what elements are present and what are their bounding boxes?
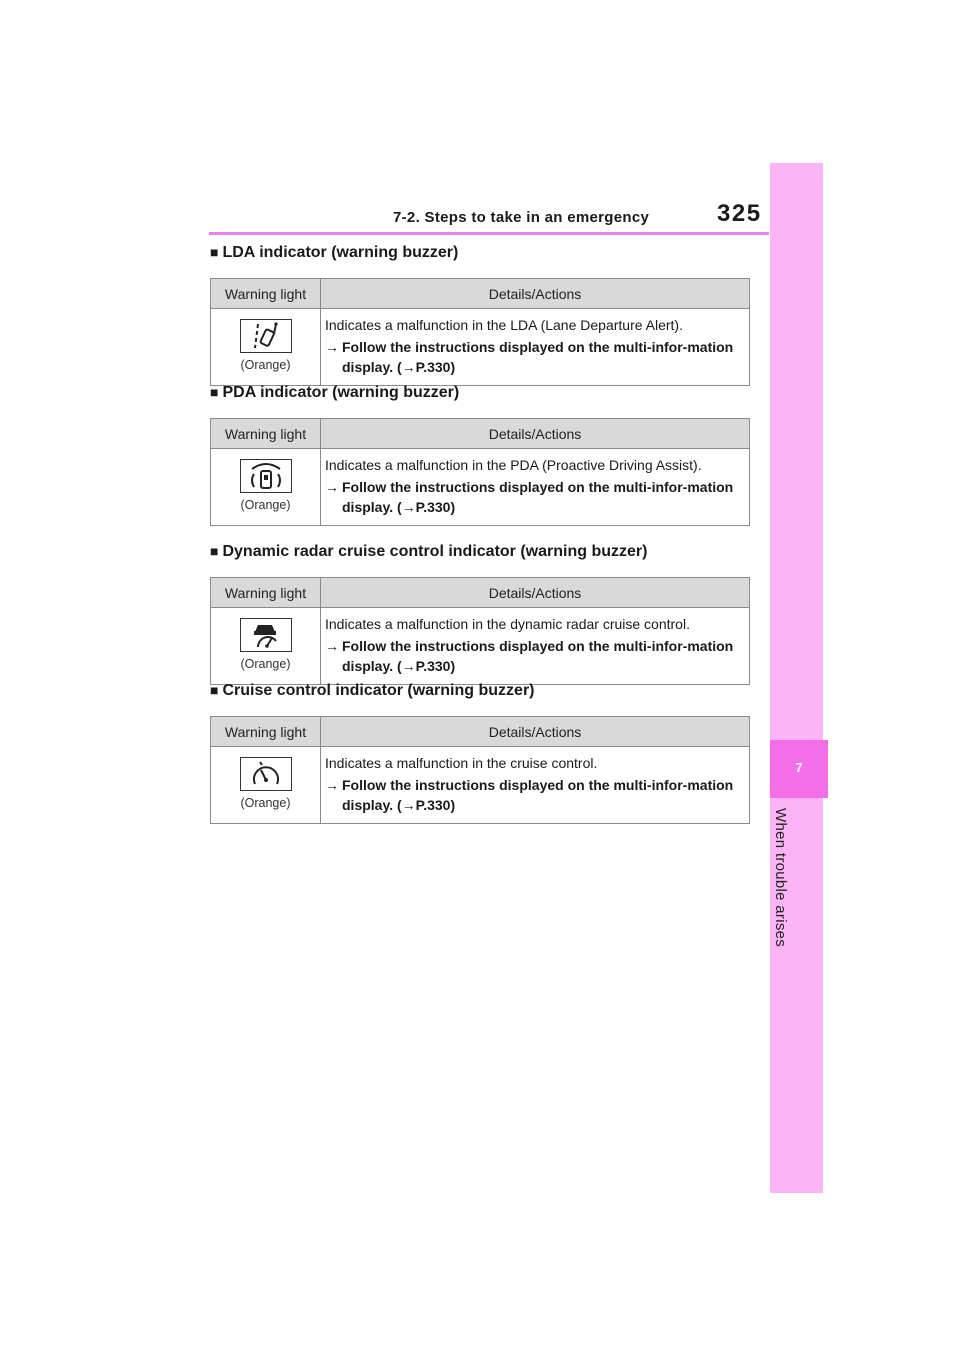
table-row <box>211 309 750 386</box>
arrow-icon: → <box>325 479 339 495</box>
details-cell <box>321 608 750 685</box>
cruise-control-icon <box>240 757 292 791</box>
bullet-icon: ■ <box>210 244 219 260</box>
page-reference-link[interactable]: P.330 <box>415 658 451 674</box>
bullet-icon: ■ <box>210 543 219 559</box>
warning-light-cell <box>211 449 321 526</box>
column-header-details: Details/Actions <box>321 279 750 309</box>
details-cell <box>321 309 750 386</box>
action-instruction: → Follow the instructions displayed on the multi-infor-mation display. (→P.330) <box>325 479 734 515</box>
page-reference-link[interactable]: P.330 <box>415 359 451 375</box>
page-number: 325 <box>717 200 762 227</box>
section-title: 7-2. Steps to take in an emergency <box>393 209 650 226</box>
warning-light-table <box>210 716 750 824</box>
color-label: (Orange) <box>240 357 291 372</box>
arrow-icon: → <box>325 638 339 654</box>
bullet-icon: ■ <box>210 384 219 400</box>
color-label: (Orange) <box>240 497 291 512</box>
lda-lane-departure-icon <box>240 319 292 353</box>
warning-light-cell <box>211 608 321 685</box>
column-header-details: Details/Actions <box>321 578 750 608</box>
chapter-side-tab <box>770 163 823 1193</box>
arrow-icon: → <box>325 777 339 793</box>
column-header-warning-light: Warning light <box>211 717 321 747</box>
section-cruise-control <box>210 678 750 824</box>
chapter-number: 7 <box>795 760 803 775</box>
section-heading: ■ LDA indicator (warning buzzer) <box>210 244 459 261</box>
warning-light-table <box>210 418 750 526</box>
warning-light-table <box>210 278 750 386</box>
color-label: (Orange) <box>240 656 291 671</box>
details-cell <box>321 747 750 824</box>
malfunction-description: Indicates a malfunction in the LDA (Lane Departure Alert). <box>325 317 683 333</box>
color-label: (Orange) <box>240 795 291 810</box>
action-instruction: → Follow the instructions displayed on the multi-infor-mation display. (→P.330) <box>325 339 734 375</box>
column-header-warning-light: Warning light <box>211 578 321 608</box>
warning-light-table <box>210 577 750 685</box>
section-heading: ■ Dynamic radar cruise control indicator (warning buzzer) <box>210 543 648 560</box>
chapter-number-box[interactable] <box>770 740 828 798</box>
header-divider <box>209 232 769 235</box>
warning-light-cell <box>211 747 321 824</box>
column-header-warning-light: Warning light <box>211 279 321 309</box>
section-lda <box>210 240 750 386</box>
radar-cruise-control-icon <box>240 618 292 652</box>
column-header-details: Details/Actions <box>321 717 750 747</box>
table-row <box>211 449 750 526</box>
arrow-icon: → <box>325 339 339 355</box>
section-heading: ■ Cruise control indicator (warning buzzer) <box>210 682 535 699</box>
section-dynamic-radar-cruise <box>210 539 750 685</box>
malfunction-description: Indicates a malfunction in the dynamic radar cruise control. <box>325 616 690 632</box>
column-header-warning-light: Warning light <box>211 419 321 449</box>
chapter-label: When trouble arises <box>772 808 789 948</box>
action-instruction: → Follow the instructions displayed on the multi-infor-mation display. (→P.330) <box>325 777 734 813</box>
pda-proactive-driving-icon <box>240 459 292 493</box>
section-pda <box>210 380 750 526</box>
malfunction-description: Indicates a malfunction in the PDA (Proactive Driving Assist). <box>325 457 702 473</box>
page-reference-link[interactable]: P.330 <box>415 499 451 515</box>
details-cell <box>321 449 750 526</box>
table-row <box>211 747 750 824</box>
column-header-details: Details/Actions <box>321 419 750 449</box>
table-row <box>211 608 750 685</box>
warning-light-cell <box>211 309 321 386</box>
action-instruction: → Follow the instructions displayed on the multi-infor-mation display. (→P.330) <box>325 638 734 674</box>
page-reference-link[interactable]: P.330 <box>415 797 451 813</box>
bullet-icon: ■ <box>210 682 219 698</box>
malfunction-description: Indicates a malfunction in the cruise control. <box>325 755 598 771</box>
section-heading: ■ PDA indicator (warning buzzer) <box>210 384 460 401</box>
